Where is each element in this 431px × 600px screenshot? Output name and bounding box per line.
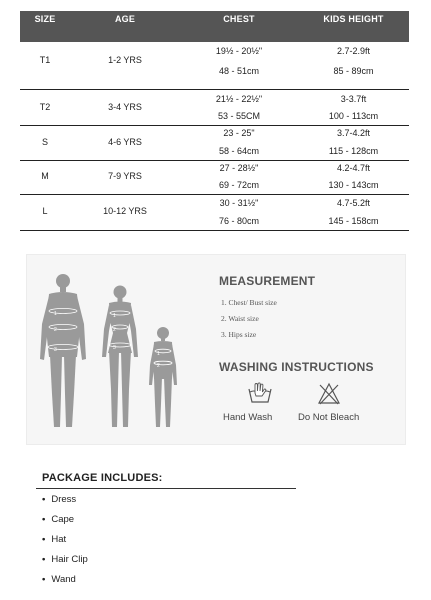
bullet: •: [42, 494, 46, 505]
cell-size: T2: [39, 102, 51, 112]
cell-age: 4-6 YRS: [108, 137, 142, 147]
list-item: [42, 494, 76, 505]
bullet: •: [42, 574, 46, 585]
package-item-label: Hat: [51, 534, 67, 545]
cell-height-ft: 3-3.7ft: [340, 94, 367, 104]
figure-marker: 2: [54, 327, 57, 333]
figure-marker: 1: [54, 311, 57, 317]
cell-chest-in: 30 - 31½": [219, 198, 259, 208]
package-item-label: Wand: [51, 574, 76, 585]
man-figure: [40, 274, 86, 427]
header-size: SIZE: [34, 14, 56, 24]
header-chest: CHEST: [223, 14, 255, 24]
child-figure: [149, 327, 177, 427]
header-kids-height: KIDS HEIGHT: [323, 14, 384, 24]
measurement-title: MEASUREMENT: [219, 274, 316, 288]
list-item: [42, 574, 76, 585]
figure-marker: 1: [113, 313, 116, 319]
figure-marker: 3: [54, 347, 57, 353]
measurement-item: 1. Chest/ Bust size: [221, 298, 277, 307]
cell-chest-in: 19½ - 20½": [215, 46, 263, 56]
cell-chest-cm: 48 - 51cm: [218, 66, 260, 76]
bullet: •: [42, 534, 46, 545]
measurement-item: 3. Hips size: [221, 330, 257, 339]
figure-marker: 1: [157, 351, 160, 357]
cell-height-cm: 100 - 113cm: [328, 111, 379, 121]
cell-size: T1: [39, 55, 51, 65]
cell-height-cm: 115 - 128cm: [328, 146, 379, 156]
package-item-label: Cape: [51, 514, 75, 525]
list-item: [42, 534, 66, 545]
cell-height-ft: 4.7-5.2ft: [336, 198, 371, 208]
table-header: [20, 11, 409, 42]
table-row: [20, 42, 409, 90]
no-bleach-icon: [317, 382, 341, 406]
list-item: [42, 554, 88, 565]
washing-title: WASHING INSTRUCTIONS: [219, 360, 374, 374]
cell-height-cm: 145 - 158cm: [328, 216, 379, 226]
cell-size: L: [42, 206, 48, 216]
measurement-item: 2. Waist size: [221, 314, 259, 323]
bullet: •: [42, 554, 46, 565]
cell-chest-in: 23 - 25": [223, 128, 255, 138]
bullet: •: [42, 514, 46, 525]
body-figures-illustration: [33, 269, 203, 439]
hand-wash-label: Hand Wash: [223, 412, 273, 423]
list-item: [42, 514, 74, 525]
cell-size: S: [41, 137, 48, 147]
figure-marker: 2: [113, 327, 116, 333]
cell-chest-cm: 58 - 64cm: [218, 146, 260, 156]
table-row: [20, 90, 409, 126]
package-item-label: Hair Clip: [51, 554, 88, 565]
size-chart-table: [20, 11, 409, 231]
header-age: AGE: [114, 14, 136, 24]
package-item-label: Dress: [51, 494, 77, 505]
figure-marker: 3: [113, 345, 116, 351]
cell-chest-in: 27 - 28½": [219, 163, 259, 173]
table-row: [20, 161, 409, 195]
cell-height-ft: 4.2-4.7ft: [336, 163, 371, 173]
table-row: [20, 195, 409, 231]
cell-height-ft: 3.7-4.2ft: [336, 128, 371, 138]
measurement-panel: [26, 254, 406, 445]
hand-wash-icon: [247, 382, 273, 406]
table-row: [20, 126, 409, 161]
figure-marker: 2: [157, 363, 160, 369]
cell-age: 3-4 YRS: [108, 102, 142, 112]
cell-chest-in: 21½ - 22½": [215, 94, 263, 104]
package-divider: [36, 488, 296, 489]
cell-height-ft: 2.7-2.9ft: [336, 46, 371, 56]
cell-chest-cm: 69 - 72cm: [218, 180, 260, 190]
cell-age: 7-9 YRS: [108, 171, 142, 181]
cell-size: M: [41, 171, 49, 181]
cell-age: 1-2 YRS: [108, 55, 142, 65]
cell-height-cm: 85 - 89cm: [333, 66, 374, 76]
woman-figure: [102, 286, 138, 428]
measurement-list: [221, 295, 277, 343]
no-bleach-label: Do Not Bleach: [298, 412, 360, 423]
cell-chest-cm: 76 - 80cm: [218, 216, 260, 226]
cell-chest-cm: 53 - 55CM: [217, 111, 261, 121]
cell-height-cm: 130 - 143cm: [328, 180, 379, 190]
package-title: PACKAGE INCLUDES:: [42, 472, 163, 484]
cell-age: 10-12 YRS: [103, 206, 147, 216]
